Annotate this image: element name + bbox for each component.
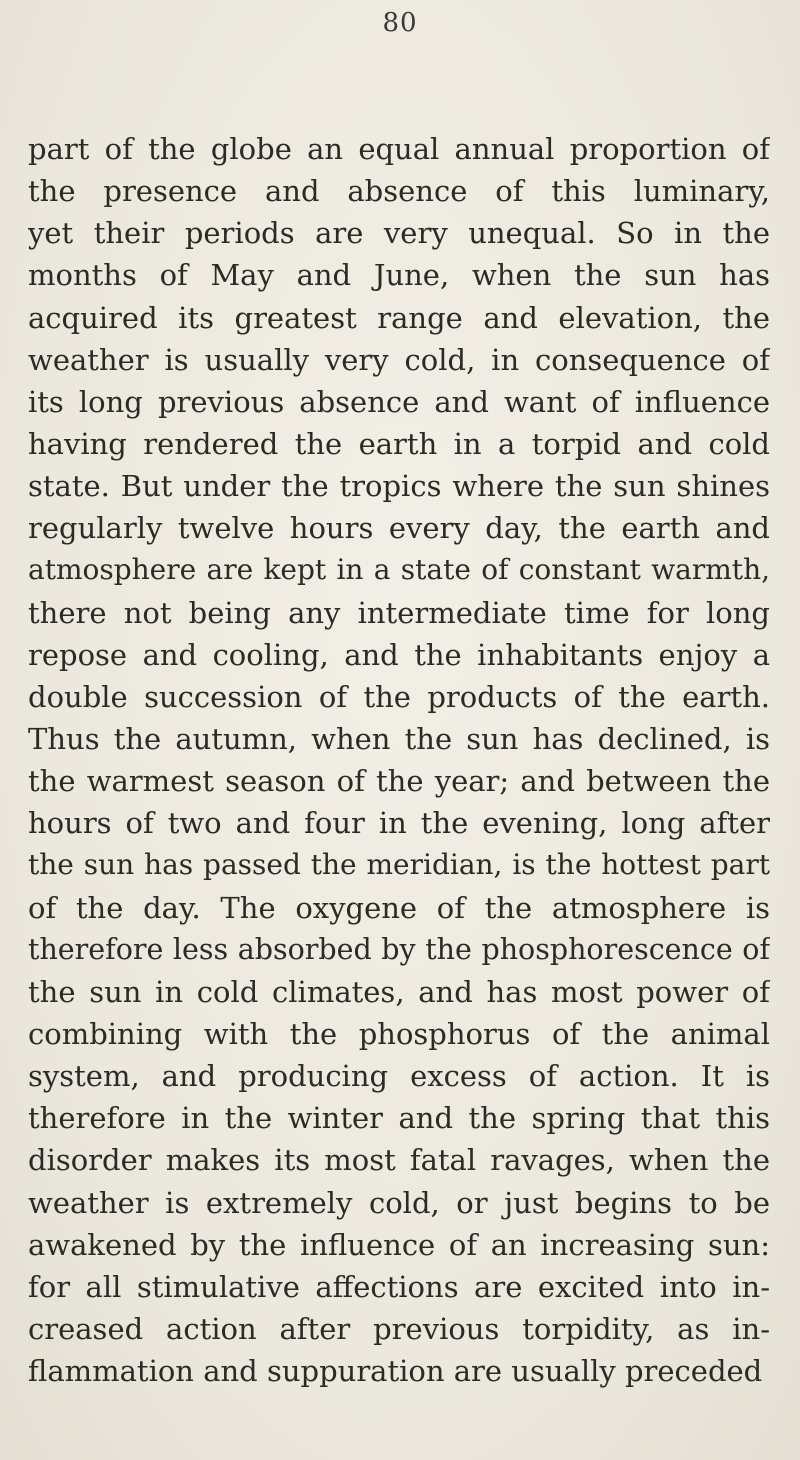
text-line-5: acquired its greatest range and elevation, the xyxy=(28,300,770,335)
text-line-30: flammation and suppuration are usually preceded xyxy=(28,1354,763,1389)
text-line-26: weather is extremely cold, or just begins to be xyxy=(28,1185,770,1220)
text-line-16: the warmest season of the year; and between the xyxy=(28,764,770,799)
text-line-27: awakened by the influence of an increasing sun: xyxy=(28,1227,770,1262)
text-line-18: the sun has passed the meridian, is the hottest part xyxy=(28,848,770,882)
text-line-6: weather is usually very cold, in consequence of xyxy=(28,342,770,377)
text-line-12: there not being any intermediate time for long xyxy=(28,595,770,630)
text-line-11: atmosphere are kept in a state of constant warmth, xyxy=(28,553,770,587)
body-text xyxy=(28,128,770,1392)
text-line-9: state. But under the tropics where the sun shines xyxy=(28,469,770,504)
text-line-22: combining with the phosphorus of the animal xyxy=(28,1016,770,1051)
text-line-25: disorder makes its most fatal ravages, when the xyxy=(28,1143,770,1178)
text-line-24: therefore in the winter and the spring that this xyxy=(28,1101,770,1136)
text-line-14: double succession of the products of the earth. xyxy=(28,679,770,714)
text-line-7: its long previous absence and want of influence xyxy=(28,384,770,419)
text-line-8: having rendered the earth in a torpid and cold xyxy=(28,426,770,461)
text-line-3: yet their periods are very unequal. So in the xyxy=(28,216,770,251)
text-line-1: part of the globe an equal annual proportion of xyxy=(28,132,770,166)
text-line-2: the presence and absence of this luminary, xyxy=(28,174,770,209)
text-line-17: hours of two and four in the evening, long after xyxy=(28,806,770,841)
text-line-23: system, and producing excess of action. It is xyxy=(28,1059,770,1094)
text-line-20: therefore less absorbed by the phosphorescence of xyxy=(28,932,770,966)
text-line-29: creased action after previous torpidity, as in- xyxy=(28,1311,770,1346)
text-line-19: of the day. The oxygene of the atmosphere is xyxy=(28,890,770,925)
text-line-13: repose and cooling, and the inhabitants enjoy a xyxy=(28,637,770,672)
text-line-15: Thus the autumn, when the sun has declined, is xyxy=(28,721,770,756)
text-line-21: the sun in cold climates, and has most power of xyxy=(28,974,770,1009)
text-line-28: for all stimulative affections are excited into in- xyxy=(28,1269,770,1304)
text-line-10: regularly twelve hours every day, the earth and xyxy=(28,511,770,546)
text-line-4: months of May and June, when the sun has xyxy=(28,258,770,293)
page-number: 80 xyxy=(382,8,418,38)
